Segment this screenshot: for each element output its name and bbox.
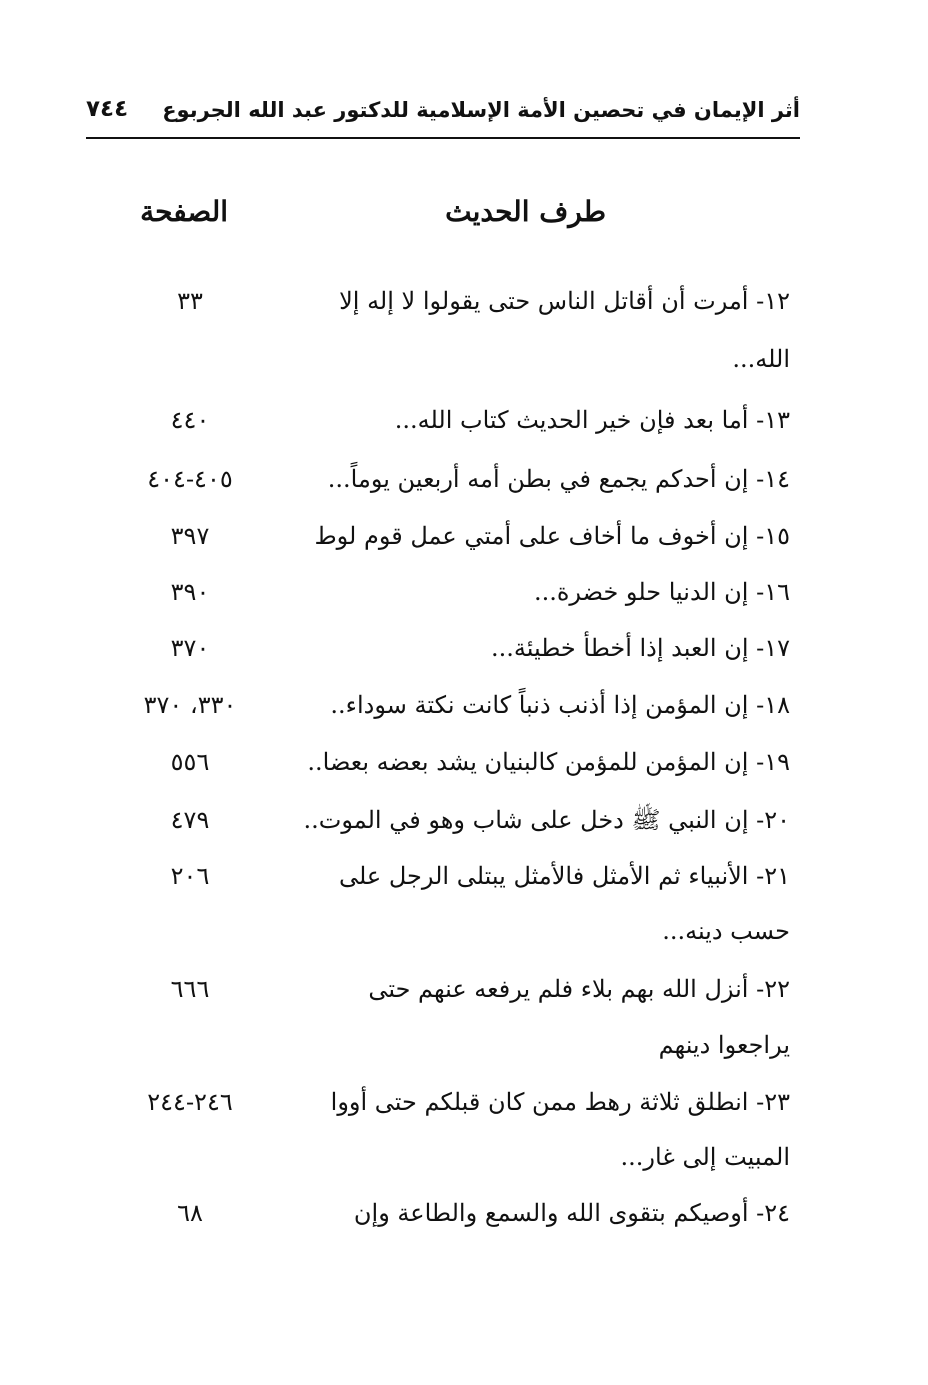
entry-text-continued: المبيت إلى غار...	[620, 1143, 790, 1171]
entry-text-continued: الله...	[732, 345, 790, 373]
entry-text: ٢٠- إن النبي ﷺ دخل على شاب وهو في الموت..	[303, 806, 790, 834]
entry-text: ١٧- إن العبد إذا أخطأ خطيئة...	[490, 634, 790, 662]
entry-text: ٢١- الأنبياء ثم الأمثل فالأمثل يبتلى الرجل على	[338, 862, 790, 890]
entry-page-ref: ٤٠٥-٤٠٤	[147, 465, 233, 493]
running-header	[86, 92, 800, 134]
entry-text: ٢٣- انطلق ثلاثة رهط ممن كان قبلكم حتى أووا	[330, 1088, 790, 1116]
column-heading-hadith: طرف الحديث	[445, 195, 606, 228]
entry-text-continued: حسب دينه...	[662, 917, 790, 945]
entry-page-ref: ٤٤٠	[170, 406, 210, 434]
entry-text: ١٨- إن المؤمن إذا أذنب ذنباً كانت نكتة سوداء..	[330, 691, 790, 719]
entry-page-ref: ٢٠٦	[170, 862, 210, 890]
running-header-title: أثر الإيمان في تحصين الأمة الإسلامية للدكتور عبد الله الجربوع	[162, 98, 800, 122]
entry-page-ref: ٤٧٩	[170, 806, 210, 834]
entry-page-ref: ٥٥٦	[170, 748, 210, 776]
entry-page-ref: ٣٩٧	[170, 522, 210, 550]
entry-page-ref: ٣٧٠	[170, 634, 210, 662]
page-number: ٧٤٤	[86, 96, 129, 122]
entry-page-ref: ٣٩٠	[170, 578, 210, 606]
entry-page-ref: ٣٣	[177, 287, 203, 315]
entry-text: ١٣- أما بعد فإن خير الحديث كتاب الله...	[394, 406, 790, 434]
entry-page-ref: ٦٨	[177, 1199, 203, 1227]
entry-page-ref: ٣٣٠، ٣٧٠	[143, 691, 237, 719]
entry-text: ١٩- إن المؤمن للمؤمن كالبنيان يشد بعضه بعضا..	[307, 748, 790, 776]
entry-page-ref: ٢٤٦-٢٤٤	[147, 1088, 233, 1116]
entry-text: ١٥- إن أخوف ما أخاف على أمتي عمل قوم لوط	[314, 522, 790, 550]
entry-text: ١٤- إن أحدكم يجمع في بطن أمه أربعين يوماً...	[327, 465, 790, 493]
entry-text-continued: يراجعوا دينهم	[658, 1031, 790, 1059]
entry-text: ١٢- أمرت أن أقاتل الناس حتى يقولوا لا إله إلا	[339, 287, 790, 315]
header-divider	[86, 137, 800, 139]
entry-page-ref: ٦٦٦	[170, 975, 210, 1003]
entry-text: ١٦- إن الدنيا حلو خضرة...	[533, 578, 790, 606]
entry-text: ٢٤- أوصيكم بتقوى الله والسمع والطاعة وإن	[353, 1199, 790, 1227]
entry-text: ٢٢- أنزل الله بهم بلاء فلم يرفعه عنهم حتى	[368, 975, 790, 1003]
column-heading-page: الصفحة	[140, 195, 228, 228]
